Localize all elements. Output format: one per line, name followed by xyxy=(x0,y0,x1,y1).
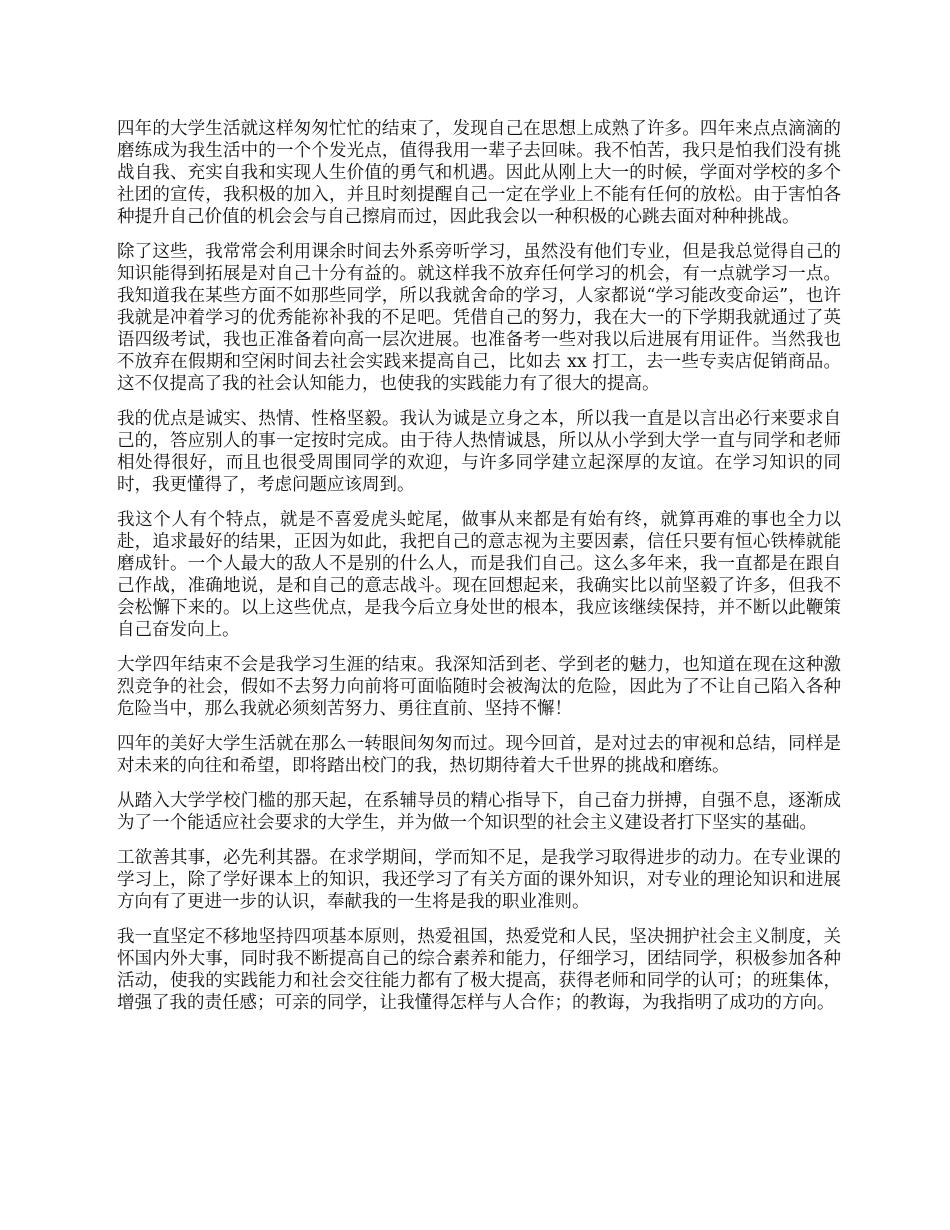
paragraph-3: 我的优点是诚实、热情、性格坚毅。我认为诚是立身之本，所以我一直是以言出必行来要求自己的，答应别人的事一定按时完成。由于待人热情诚恳，所以从小学到大学一直与同学和老师相处得很好，而且也很受周围同学的欢迎，与许多同学建立起深厚的友谊。在学习知识的同时，我更懂得了，考虑问题应该周到。 xyxy=(117,409,841,495)
paragraph-5: 大学四年结束不会是我学习生涯的结束。我深知活到老、学到老的魅力，也知道在现在这种激烈竞争的社会，假如不去努力向前将可面临随时会被淘汰的危险，因此为了不让自己陷入各种危险当中，那么我就必须刻苦努力、勇往直前、坚持不懈！ xyxy=(117,655,841,719)
paragraph-1: 四年的大学生活就这样匆匆忙忙的结束了，发现自己在思想上成熟了许多。四年来点点滴滴的磨练成为我生活中的一个个发光点，值得我用一辈子去回味。我不怕苦，我只是怕我们没有挑战自我、充实自我和实现人生价值的勇气和机遇。因此从刚上大一的时候，学面对学校的多个社团的宣传，我积极的加入，并且时刻提醒自己一定在学业上不能有任何的放松。由于害怕各种提升自己价值的机会会与自己擦肩而过，因此我会以一种积极的心跳去面对种种挑战。 xyxy=(117,119,841,227)
paragraph-7: 从踏入大学学校门槛的那天起，在系辅导员的精心指导下，自己奋力拼搏，自强不息，逐渐成为了一个能适应社会要求的大学生，并为做一个知识型的社会主义建设者打下坚实的基础。 xyxy=(117,791,841,833)
paragraph-2: 除了这些，我常常会利用课余时间去外系旁听学习，虽然没有他们专业，但是我总觉得自己的知识能得到拓展是对自己十分有益的。就这样我不放弃任何学习的机会，有一点就学习一点。我知道我在某些方面不如那些同学，所以我就舍命的学习，人家都说“学习能改变命运”，也许我就是冲着学习的优秀能祢补我的不足吧。凭借自己的努力，我在大一的下学期我就通过了英语四级考试，我也正准备着向高一层次进展。也准备考一些对我以后进展有用证件。当然我也不放弃在假期和空闲时间去社会实践来提高自己，比如去 xx 打工，去一些专卖店促销商品。这不仅提高了我的社会认知能力，也使我的实践能力有了很大的提高。 xyxy=(117,242,841,394)
paragraph-6: 四年的美好大学生活就在那么一转眼间匆匆而过。现今回首，是对过去的审视和总结，同样是对未来的向往和希望，即将踏出校门的我，热切期待着大千世界的挑战和磨练。 xyxy=(117,734,841,776)
paragraph-9: 我一直坚定不移地坚持四项基本原则，热爱祖国，热爱党和人民，坚决拥护社会主义制度，关怀国内外大事，同时我不断提高自己的综合素养和能力，仔细学习，团结同学，积极参加各种活动，使我的实践能力和社会交往能力都有了极大提高，获得老师和同学的认可；的班集体，增强了我的责任感；可亲的同学，让我懂得怎样与人合作；的教诲，为我指明了成功的方向。 xyxy=(117,927,841,1013)
paragraph-8: 工欲善其事，必先利其器。在求学期间，学而知不足，是我学习取得进步的动力。在专业课的学习上，除了学好课本上的知识，我还学习了有关方面的课外知识，对专业的理论知识和进展方向有了更进一步的认识，奉献我的一生将是我的职业准则。 xyxy=(117,848,841,912)
document-body xyxy=(117,118,841,1027)
paragraph-4: 我这个人有个特点，就是不喜爱虎头蛇尾，做事从来都是有始有终，就算再难的事也全力以赴，追求最好的结果，正因为如此，我把自己的意志视为主要因素，信任只要有恒心铁棒就能磨成针。一个人最大的敌人不是别的什么人，而是我们自己。这么多年来，我一直都是在跟自己作战，准确地说，是和自己的意志战斗。现在回想起来，我确实比以前坚毅了许多，但我不会松懈下来的。以上这些优点，是我今后立身处世的根本，我应该继续保持，并不断以此鞭策自己奋发向上。 xyxy=(117,510,841,640)
